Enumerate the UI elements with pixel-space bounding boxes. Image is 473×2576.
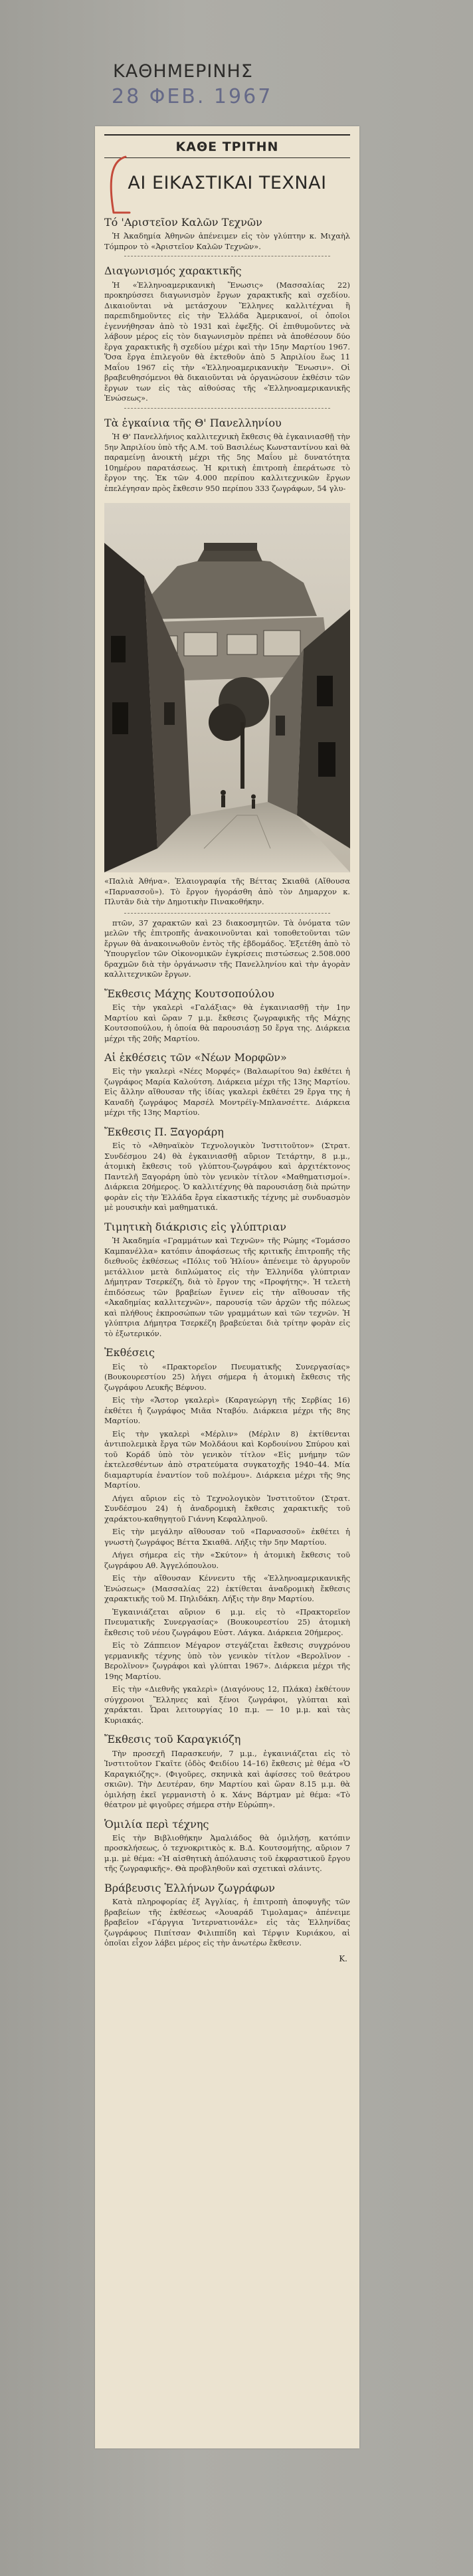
date-stamp: 28 ΦΕΒ. 1967: [112, 85, 273, 108]
section-title: Διαγωνισμός χαρακτικῆς: [104, 264, 242, 278]
exhibition-item: Εἰς τὸ Ζάππειον Μέγαρον στεγάζεται ἔκθεσις συγχρόνου γερμανικῆς τέχνης ὑπὸ τὸν γενικὸν τίτλον «Βερολῖνον - Βερολῖνον» ζωγράφοι καὶ γλύπται 1967». Διάρκεια μέχρι τῆς 19ης Μαρτίου.: [104, 1640, 350, 1681]
dotted-rule: [124, 913, 330, 914]
exhibition-item: Εἰς τὴν «Ἄστορ γκαλερὶ» (Καραγεώργη τῆς Σερβίας 16) ἐκθέτει ἡ ζωγράφος Μιᾶα Νταβόυ. Διάρκεια μέχρι τῆς 8ης Μαρτίου.: [104, 1395, 350, 1426]
section-title: Τιμητικὴ διάκρισις εἰς γλύπτριαν: [104, 1220, 286, 1233]
section-title: Βράβευσις Ἑλλήνων ζωγράφων: [104, 1881, 275, 1894]
exhibition-item: Εἰς τὴν γκαλερὶ «Μέρλιν» (Μέρλιν 8) ἐκτίθενται ἀντιπολεμικὰ ἔργα τῶν Μολδάουι καὶ Κορδουίνου Σπύρου καὶ τοῦ Κοράδ ὑπὸ τὸν γενικὸν τίτλον «Εἰς μνήμην τῶν ἐκτελεσθέντων ἀπὸ στρατεύματα συγκατοχῆς 1940–44. Μία διαμαρτυρία ἐναντίον τοῦ πολέμου». Διάρκεια μέχρι τῆς 9ης Μαρτίου.: [104, 1429, 350, 1490]
exhibition-item: Ἐγκαινιάζεται αὔριον 6 μ.μ. εἰς τὸ «Πρακτορεῖον Πνευματικῆς Συνεργασίας» (Βουκουρεστίου 25) ἀτομικὴ ἔκθεσις τοῦ νέου ζωγράφου Εὐστ. Λάγκα. Διάρκεια 20ήμερος.: [104, 1607, 350, 1637]
newspaper-clipping: [95, 126, 359, 2448]
exhibition-item: Εἰς τὸ «Πρακτορεῖον Πνευματικῆς Συνεργασίας» (Βουκουρεστίου 25) λήγει σήμερα ἡ ἀτομικὴ ἔκθεσις τῆς ζωγράφου Λευκῆς Βέφνου.: [104, 1361, 350, 1392]
old-athens-painting-image: [104, 503, 350, 872]
photo-caption: «Παλιὰ Ἀθήνα». Ἐλαιογραφία τῆς Βέττας Σκιαθᾶ (Αἴθουσα «Παρνασσοῦ»). Τὸ ἔργον ἠγοράσθη ἀπὸ τὸν Δημαρχον κ. Πλυτᾶν διὰ τὴν Δημοτικὴν Πινακοθήκην.: [104, 876, 350, 907]
section-paragraph: Εἰς τὴν γκαλερὶ «Γαλάξιας» θὰ ἐγκαινιασθῇ τὴν 1ην Μαρτίου καὶ ὥραν 7 μ.μ. ἔκθεσις ζωγραφικῆς τῆς Μάχης Κουτσοπούλου, ἡ ὁποία θὰ παρουσιάσῃ 50 ἔργα της. Διάρκεια μέχρι τῆς 20ῆς Μαρτίου.: [104, 1003, 350, 1043]
headline-block: [104, 158, 350, 209]
section-paragraph: Ἡ Ἀκαδημία Ἀθηνῶν ἀπένειμεν εἰς τὸν γλύπτην κ. Μιχαὴλ Τόμπρον τὸ «Ἀριστεῖον Καλῶν Τεχνῶν».: [104, 231, 350, 251]
column-kicker: ΚΑΘΕ ΤΡΙΤΗΝ: [104, 134, 350, 158]
section-title: Αἱ ἐκθέσεις τῶν «Νέων Μορφῶν»: [104, 1051, 287, 1064]
section-paragraph: Τὴν προσεχῆ Παρασκευήν, 7 μ.μ., ἐγκαινιάζεται εἰς τὸ Ἰνστιτοῦτον Γκαῖτε (ὁδὸς Φειδίου 14–16) ἔκθεσις μὲ θέμα «Ὁ Καραγκιόζης». (Φιγοῦρες, σκηνικὰ καὶ ἀφίσσες τοῦ θεάτρου σκιῶν). Τὴν Δευτέραν, 6ην Μαρτίου καὶ ὥραν 8.15 μ.μ. θὰ ὁμιλήσῃ ἐκεῖ γερμανιστὴ ὁ κ. Χάνς Βάρτμαν μὲ θέμα: «Τὸ θέατρον μὲ φιγοῦρες σήμερα στὴν Εὐρώπη».: [104, 1748, 350, 1810]
exhibition-item: Εἰς τὴν μεγάλην αἴθουσαν τοῦ «Παρνασσοῦ» ἐκθέτει ἡ γνωστὴ ζωγράφος Βέττα Σκιαθᾶ. Λήξις τὴν 5ην Μαρτίου.: [104, 1527, 350, 1547]
section-title: Ἔκθεσις Μάχης Κουτσοπούλου: [104, 987, 274, 1000]
section-paragraph: Εἰς τὴν γκαλερὶ «Νέες Μορφές» (Βαλαωρίτου 9α) ἐκθέτει ἡ ζωγράφος Μαρία Καλούτση. Διάρκεια μέχρι τῆς 13ης Μαρτίου. Εἰς ἄλλην αἴθουσαν τῆς ἰδίας γκαλερὶ ἐκθέτει 29 ἔργα της ἡ Καναδὴ ζωγράφος Μαρσέλ Μοντρέϊγ-Μπλανσέττε. Διάρκεια μέχρι τῆς 13ης Μαρτίου.: [104, 1066, 350, 1118]
section-paragraph: Κατὰ πληροφορίας ἐξ Ἀγγλίας, ἡ ἐπιτροπὴ ἀποφυγῆς τῶν βραβείων τῆς ἐκθέσεως «Ἀουαράδ Τιμολαμας» ἀπένειμε βραβεῖον «Γάργγια Ἰντερνατιονάλε» εἰς τὰς Ἑλληνίδας ζωγράφους Πιπίτσαν Φιλιππίδη καὶ Τέρψιν Κυριάκου, αἱ ὁποῖαι εἶχον λάβει μέρος εἰς τὴν ἀνωτέρω ἔκθεσιν.: [104, 1897, 350, 1948]
section-paragraph: Ἡ Θ' Πανελλήνιος καλλιτεχνικὴ ἔκθεσις θὰ ἐγκαινιασθῇ τὴν 5ην Ἀπριλίου ὑπὸ τῆς Α.Μ. τοῦ Βασιλέως Κωνσταντίνου καὶ θὰ παραμείνῃ ἀνοικτὴ μέχρι τῆς 5ης Μαΐου μὲ δυνατότητα 10ημέρου παρατάσεως. Ἡ κριτικὴ ἐπιτροπὴ ἐπεράτωσε τὸ ἔργον της. Ἐκ τῶν 4.000 περίπου καλλιτεχνικῶν ἔργων ἐπελέγησαν πρὸς ἔκθεσιν 950 περίπου 333 ζωγράφων, 54 γλυ-: [104, 432, 350, 493]
section-paragraph: Ἡ «Ἑλληνοαμερικανικὴ Ἕνωσις» (Μασσαλίας 22) προκηρύσσει διαγωνισμὸν ἔργων χαρακτικῆς καὶ σχεδίου. Δικαιοῦνται νὰ μετάσχουν Ἕλληνες καλλιτέχναι ἢ παρεπιδημοῦντες εἰς τὴν Ἑλλάδα Ἀμερικανοί, οἱ ὁποῖοι ἐγεννήθησαν ἀπὸ τὸ 1931 καὶ ἐφεξῆς. Οἱ ἐπιθυμοῦντες νὰ λάβουν μέρος εἰς τὸν διαγωνισμὸν πρέπει νὰ ἀποθέσουν δύο ἔργα χαρακτικῆς ἢ σχεδίου μέχρι καὶ τὴν 15ην Μαρτίου 1967. Ὅσα ἔργα ἐπιλεγοῦν θὰ ἐκτεθοῦν ἀπὸ 5 Ἀπριλίου ἕως 11 Μαΐου 1967 εἰς τὴν «Ἑλληνοαμερικανικὴν Ἕνωσιν». Οἱ βραβευθησόμενοι θὰ δικαιοῦνται νὰ ὀργανώσουν ἐκθέσιν τῶν ἔργων των εἰς τὰς αἰθούσας τῆς «Ἑλληνοαμερικανικῆς Ἑνώσεως».: [104, 280, 350, 403]
section-paragraph: Ἡ Ἀκαδημία «Γραμμάτων καὶ Τεχνῶν» τῆς Ρώμης «Τομάσσο Καμπανέλλα» κατόπιν ἀποφάσεως τῆς κριτικῆς ἐπιτροπῆς τῆς διεθνοῦς ἐκθέσεως «Πόλις τοῦ Ἡλίου» ἀπένειμε τὸ ἀργυροῦν μετάλλιον μετὰ διπλώματος εἰς τὴν Ἑλληνίδα γλύπτριαν Δήμητραν Τσερκέζη, διὰ τὸ ἔργον της «Προφήτης». Ἡ τελετὴ ἐπιδόσεως τῶν βραβείων ἔγινεν εἰς τὴν αἴθουσαν τῆς «Ἀκαδημίας καλλιτεχνῶν», παρουσίᾳ τῶν ἀρχῶν τῆς πόλεως καὶ πλήθους ἐκπροσώπων τῶν γραμμάτων καὶ τῶν τεχνῶν. Ἡ γλύπτρια Δήμητρα Τσερκέζη βραβεύεται διὰ τρίτην φορὰν εἰς τὸ ἐξωτερικόν.: [104, 1236, 350, 1338]
dotted-rule: [124, 256, 330, 257]
section-title: Ἔκθεσις Π. Ξαγοράρη: [104, 1125, 224, 1138]
section-paragraph: Εἰς τὸ «Ἀθηναϊκὸν Τεχνολογικὸν Ἰνστιτοῦτον» (Στρατ. Συνδέσμου 24) θὰ ἐγκαινιασθῇ αὔριον Τετάρτην, 8 μ.μ., ἀτομικὴ ἔκθεσις τοῦ γλύπτου-ζωγράφου καὶ ἀρχιτέκτονος Παντελῆ Ξαγοράρη ὑπὸ τὸν γενικὸν τίτλον «Μαθηματισμοί». Διάρκεια 20ήμερος. Ὁ καλλιτέχνης θὰ παρουσιάσῃ διὰ πρώτην φορὰν εἰς τὴν Ἑλλάδα ἔργα εἰκαστικῆς τέχνης μὲ συνδυασμὸν μὲ μουσικὴν καὶ μαθηματικά.: [104, 1141, 350, 1213]
section-title: Τὰ ἐγκαίνια τῆς Θ' Πανελληνίου: [104, 416, 282, 429]
newspaper-name: ΚΑΘΗΜΕΡΙΝΗΣ: [113, 61, 253, 82]
section-title: Τό 'Αριστεῖον Καλῶν Τεχνῶν: [104, 216, 262, 229]
painting-photo: [104, 503, 350, 872]
author-signature: Κ.: [339, 1953, 347, 1963]
exhibition-item: Λήγει σήμερα εἰς τὴν «Σκύτον» ἡ ἀτομικὴ ἔκθεσις τοῦ ζωγράφου Αθ. Ἀγγελόπουλου.: [104, 1550, 350, 1570]
exhibition-item: Εἰς τὴν «Διεθνῆς γκαλερὶ» (Διαγόνους 12, Πλάκα) ἐκθέτουν σύγχρονοι Ἕλληνες καὶ ξένοι ζωγράφοι, γλύπται καὶ χαράκται. Ὧραι λειτουργίας 10 π.μ. — 10 μ.μ. καὶ τὰς Κυριακάς.: [104, 1684, 350, 1725]
exhibition-item: Εἰς τὴν αἴθουσαν Κέννεντυ τῆς «Ἑλληνοαμερικανικῆς Ἑνώσεως» (Μασσαλίας 22) ἐκτίθεται ἀναδρομικὴ ἔκθεσις χαρακτικῆς τοῦ Μ. Πηλιδάκη. Λήξις τὴν 8ην Μαρτίου.: [104, 1573, 350, 1604]
dotted-rule: [124, 408, 330, 409]
section-paragraph: Εἰς τὴν Βιβλιοθήκην Ἀμαλιάδος θὰ ὁμιλήσῃ, κατόπιν προσκλήσεως, ὁ τεχνοκριτικὸς κ. Β.Δ. Κουτσομήτης, αὔριον 7 μ.μ. μὲ θέμα: «Ἡ αἰσθητικὴ ἀπόλαυσις τοῦ ἐκφραστικοῦ ἔργου τῆς ζωγραφικῆς». Θὰ προβληθοῦν καὶ σχετικαὶ σλάιντς.: [104, 1833, 350, 1874]
section-title: Ἔκθεσις τοῦ Καραγκιόζη: [104, 1733, 241, 1746]
exhibition-item: Λήγει αὔριον εἰς τὸ Τεχνολογικὸν Ἰνστιτοῦτον (Στρατ. Συνδέσμου 24) ἡ ἀναδρομικὴ ἔκθεσις χαρακτικῆς τοῦ χαράκτου-καθηγητοῦ Γιάννη Κεφαλληνοῦ.: [104, 1493, 350, 1524]
continuation-paragraph: πτῶν, 37 χαρακτῶν καὶ 23 διακοσμητῶν. Τὰ ὀνόματα τῶν μελῶν τῆς ἐπιτροπῆς ἀνακοινοῦνται καὶ τοποθετοῦνται τῶν ἔργων θὰ ἀνακοινωθοῦν ἐντὸς τῆς ἑβδομάδος. Ἐξετέθη ἀπὸ τὸ Ὑπουργεῖον τῶν Οἰκονομικῶν ἐγκρίσεις πιστώσεως 2.508.000 δραχμῶν διὰ τὴν ὀργάνωσιν τῆς Πανελληνίου καὶ τὴν ἀγορὰν καλλιτεχνικῶν ἔργων.: [104, 918, 350, 979]
headline: ΑΙ ΕΙΚΑΣΤΙΚΑΙ ΤΕΧΝΑΙ: [128, 173, 327, 193]
section-title: Ἐκθέσεις: [104, 1346, 155, 1359]
section-title: Ὁμιλία περὶ τέχνης: [104, 1817, 209, 1831]
